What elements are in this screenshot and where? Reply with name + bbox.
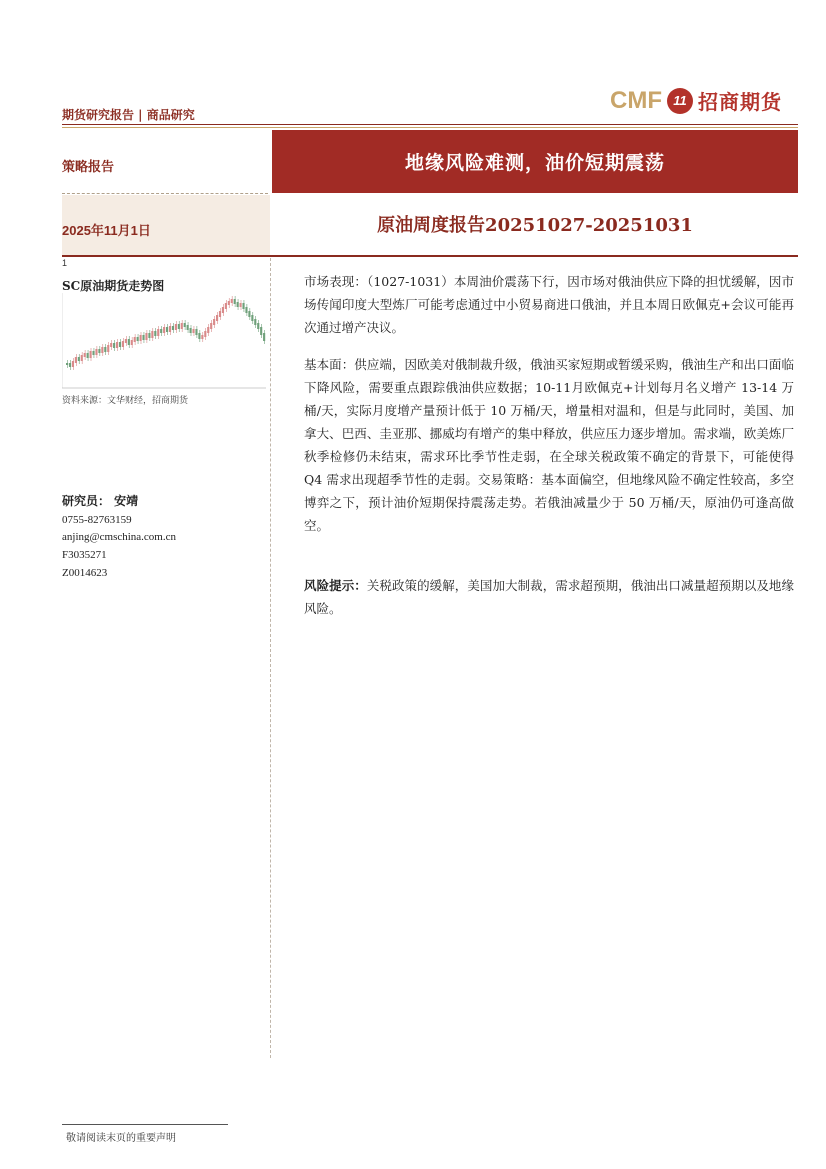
- candle-body: [78, 357, 80, 361]
- header-rule: [62, 124, 798, 125]
- company-logo: [610, 86, 782, 115]
- fundamentals-paragraph: 基本面：供应端，因欧美对俄制裁升级，俄油买家短期或暂缓采购，俄油生产和出口面临下降风险，需要重点跟踪俄油供应数据；10-11月欧佩克+计划每月名义增产 13-14 万桶/天，实际月度增产量预计低于 10 万桶/天，增量相对温和，但是与此同时，美国、加拿大、巴西、圭亚那、挪威均有增产的集中释放，供应压力逐步增加。需求端，欧美炼厂秋季检修仍未结束，需求环比季节性走弱，在全球关税政策不确定的背景下，可能使得 Q4 需求出现超季节性的走弱。交易策略：基本面偏空，但地缘风险不确定性较高，多空博弈之下，预计油价短期保持震荡走势。若俄油减量少于 50 万桶/天，原油仍可逢高做空。: [304, 357, 794, 533]
- report-date: 2025年11月1日: [62, 223, 151, 238]
- candle-body: [125, 339, 127, 343]
- chart-source: 资料来源：文华财经，招商期货: [62, 396, 189, 406]
- logo-cn: 招商期货: [697, 90, 782, 114]
- footer-notice: 敬请阅读末页的重要声明: [66, 1133, 176, 1144]
- header-rule-gold: [62, 127, 798, 128]
- candle-body: [213, 319, 215, 325]
- candle-body: [119, 342, 121, 347]
- title-banner: [272, 130, 798, 193]
- candle-body: [131, 340, 133, 345]
- candle-body: [257, 323, 259, 329]
- candle-body: [134, 337, 136, 342]
- candle-body: [122, 341, 124, 347]
- candle-body: [95, 349, 97, 355]
- candle-body: [263, 333, 265, 341]
- candle-body: [69, 363, 71, 367]
- candle-body: [166, 327, 168, 332]
- left-divider: [62, 193, 268, 194]
- candle-body: [175, 324, 177, 330]
- price-chart: [62, 293, 266, 389]
- chart-title: SC原油期货走势图: [62, 279, 165, 293]
- candle-body: [225, 303, 227, 309]
- candle-body: [128, 339, 130, 345]
- candle-body: [260, 327, 262, 335]
- column-divider: [270, 258, 271, 1058]
- candle-body: [87, 353, 89, 358]
- candle-body: [240, 303, 242, 307]
- analyst-cert-f: F3035271: [62, 549, 107, 561]
- candle-body: [142, 335, 144, 340]
- candle-body: [228, 301, 230, 305]
- candle-body: [172, 326, 174, 330]
- candle-body: [237, 302, 239, 307]
- candle-body: [140, 335, 142, 341]
- candle-body: [113, 343, 115, 348]
- footer-rule: [62, 1124, 228, 1125]
- candle-body: [137, 337, 139, 341]
- analyst-cert-z: Z0014623: [62, 567, 108, 579]
- candle-body: [98, 349, 100, 353]
- candle-body: [216, 315, 218, 321]
- candle-body: [66, 363, 68, 365]
- candle-body: [245, 307, 247, 313]
- candle-body: [201, 335, 203, 339]
- subtitle-panel: [272, 193, 798, 255]
- logo-latin: CMF: [610, 86, 662, 114]
- logo-mark-icon: 11: [667, 88, 693, 114]
- candle-body: [190, 328, 192, 333]
- risk-paragraph: [304, 574, 794, 620]
- candle-body: [222, 307, 224, 313]
- report-category: 期货研究报告 | 商品研究: [62, 108, 195, 122]
- candle-body: [207, 327, 209, 333]
- section-rule: [62, 255, 798, 257]
- analyst-phone: 0755-82763159: [62, 514, 132, 526]
- candle-body: [187, 325, 189, 330]
- candle-body: [204, 331, 206, 337]
- candle-body: [254, 319, 256, 325]
- candle-body: [163, 327, 165, 333]
- risk-label: 风险提示：: [304, 578, 367, 593]
- candle-body: [81, 355, 83, 361]
- candle-body: [72, 361, 74, 367]
- sub-title: 原油周度报告20251027-20251031: [377, 215, 693, 236]
- candle-body: [157, 329, 159, 336]
- analyst-name: 研究员： 安靖: [62, 494, 139, 508]
- candle-body: [104, 347, 106, 352]
- report-type: 策略报告: [62, 160, 115, 175]
- candle-body: [160, 329, 162, 333]
- candle-body: [210, 323, 212, 329]
- candle-body: [145, 333, 147, 340]
- candle-body: [75, 357, 77, 363]
- candle-body: [184, 323, 186, 327]
- candle-body: [110, 343, 112, 347]
- candle-body: [116, 342, 118, 348]
- analyst-email: anjing@cmschina.com.cn: [62, 531, 176, 543]
- candle-body: [195, 329, 197, 335]
- candle-body: [181, 323, 183, 329]
- candle-body: [107, 345, 109, 352]
- candle-body: [84, 353, 86, 357]
- candle-body: [169, 326, 171, 332]
- candle-body: [178, 324, 180, 329]
- candle-body: [154, 331, 156, 336]
- risk-text: 关税政策的缓解，美国加大制裁，需求超预期，俄油出口减量超预期以及地缘风险。: [304, 578, 794, 616]
- candle-body: [101, 347, 103, 353]
- candle-body: [251, 315, 253, 321]
- candle-body: [151, 331, 153, 338]
- page-marker: 1: [62, 258, 68, 268]
- candle-body: [198, 333, 200, 339]
- market-performance-paragraph: 市场表现：（1027-1031）本周油价震荡下行，因市场对俄油供应下降的担忧缓解，因市场传闻印度大型炼厂可能考虑通过中小贸易商进口俄油，并且本周日欧佩克+会议可能再次通过增产决议。: [304, 274, 794, 335]
- candle-body: [92, 351, 94, 355]
- candle-body: [148, 333, 150, 338]
- main-title: 地缘风险难测，油价短期震荡: [404, 152, 665, 174]
- candle-body: [242, 303, 244, 309]
- candle-body: [192, 329, 194, 333]
- candle-body: [90, 351, 92, 358]
- candle-body: [231, 299, 233, 303]
- candle-body: [219, 311, 221, 317]
- candle-body: [234, 299, 236, 304]
- candle-body: [248, 311, 250, 317]
